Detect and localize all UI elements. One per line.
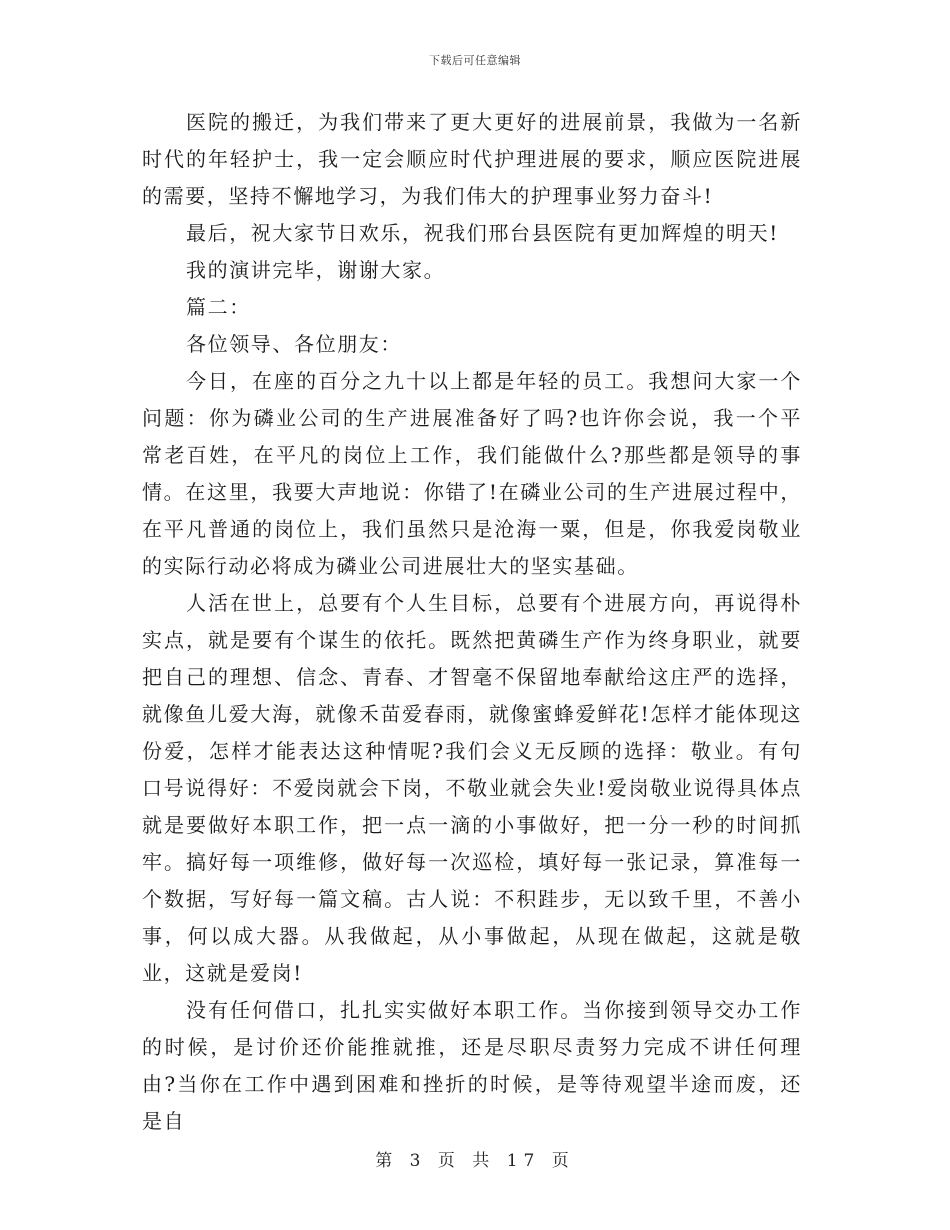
- section-heading: 篇二：: [186, 295, 251, 319]
- salutation: 各位领导、各位朋友：: [186, 332, 402, 356]
- document-body: [142, 104, 802, 1140]
- paragraph: 医院的搬迁，为我们带来了更大更好的进展前景，我做为一名新时代的年轻护士，我一定会顺应时代护理进展的要求，顺应医院进展的需要，坚持不懈地学习，为我们伟大的护理事业努力奋斗!: [142, 110, 802, 208]
- paragraph: 今日，在座的百分之九十以上都是年轻的员工。我想问大家一个问题：你为磷业公司的生产进展准备好了吗?也许你会说，我一个平常老百姓，在平凡的岗位上工作，我们能做什么?那些都是领导的事情。在这里，我要大声地说：你错了!在磷业公司的生产进展过程中，在平凡普通的岗位上，我们虽然只是沧海一粟，但是，你我爱岗敬业的实际行动必将成为磷业公司进展壮大的坚实基础。: [142, 369, 802, 578]
- paragraph: 我的演讲完毕，谢谢大家。: [186, 258, 446, 282]
- page-header: 下载后可任意编辑: [429, 54, 521, 67]
- paragraph: 没有任何借口，扎扎实实做好本职工作。当你接到领导交办工作的时候，是讨价还价能推就推，还是尽职尽责努力完成不讲任何理由?当你在工作中遇到困难和挫折的时候，是等待观望半途而废，还是自: [142, 998, 802, 1133]
- page-number-footer: 第 3 页 共 17 页: [375, 1151, 575, 1171]
- paragraph: 人活在世上，总要有个人生目标，总要有个进展方向，再说得朴实点，就是要有个谋生的依托。既然把黄磷生产作为终身职业，就要把自己的理想、信念、青春、才智毫不保留地奉献给这庄严的选择，就像鱼儿爱大海，就像禾苗爱春雨，就像蜜蜂爱鲜花!怎样才能体现这份爱，怎样才能表达这种情呢?我们会义无反顾的选择：敬业。有句口号说得好：不爱岗就会下岗，不敬业就会失业!爱岗敬业说得具体点就是要做好本职工作，把一点一滴的小事做好，把一分一秒的时间抓牢。搞好每一项维修，做好每一次巡检，填好每一张记录，算准每一个数据，写好每一篇文稿。古人说：不积跬步，无以致千里，不善小事，何以成大器。从我做起，从小事做起，从现在做起，这就是敬业，这就是爱岗!: [142, 591, 802, 985]
- paragraph: 最后，祝大家节日欢乐，祝我们邢台县医院有更加辉煌的明天!: [186, 221, 779, 245]
